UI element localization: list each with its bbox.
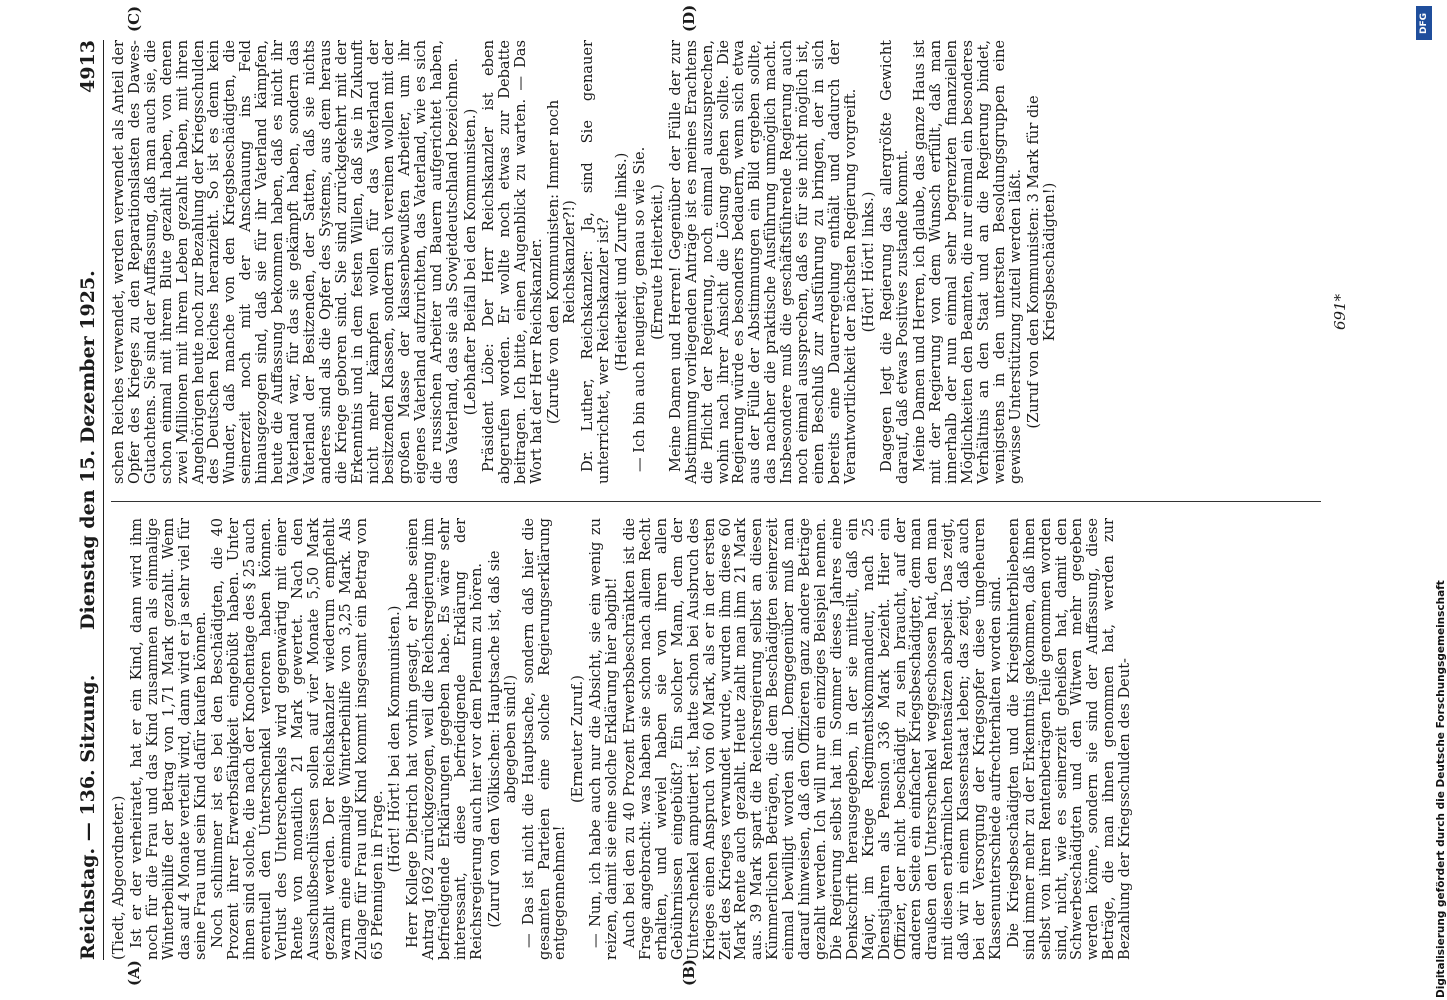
paragraph: Meine Damen und Herren! Gegenüber der Fülle der zur Abstimmung vorliegenden Anträge ist es meines Erachtens die Pflicht der Regierung, noch einmal auszusprechen, wohin nach ihrer Ansicht die Lösung gehen sollte. Die Regierung würde es besonders bedauern, wenn sich etwa aus der Fülle der Abstimmungen ein Bild ergeben sollte, das nachher die praktische Ausführung unmöglich macht. Insbesondere muß die geschäftsführende Regierung auch noch einmal aussprechen, daß es für sie nicht möglich ist, einen Beschluß zur Ausführung zu bringen, der in sich bereits eine Dauerregelung enthält und dadurch der Verantwortlichkeit der nächsten Regierung vorgreift. — [666, 40, 859, 484]
interjection: (Erneute Heiterkeit.) — [648, 184, 666, 340]
paragraph: — Das ist nicht die Hauptsache, sondern daß hier die gesamten Parteien eine solche Regierungserklärung entgegennehmen! — [519, 518, 569, 960]
paragraph: Auch bei den zu 40 Prozent Erwerbsbeschränkten ist die Frage angebracht: was haben sie schon nach allem Recht erhalten, und wieviel haben sie von ihren allen Gebührnissen eingebüßt? Ein solcher Mann, dem der Unterschenkel amputiert ist, hatte schon bei Ausbruch des Krieges einen Anspruch von 60 Mark, als er in der ersten Zeit des Krieges verwundet wurde, wurden ihm diese 60 Mark Rente auch gezahlt. Heute zahlt man ihm 21 Mark aus. 39 Mark spart die Reichsregierung selbst an diesen Kümmerlichen Beträgen, die dem Beschädigten seinerzeit einmal bewilligt worden sind. Demgegenüber muß man darauf hinweisen, daß den Offizieren ganz andere Beträge gezahlt werden. Ich will nur ein einziges Beispiel nennen. Die Regierung selbst hat im Sommer dieses Jahres eine Denkschrift herausgegeben, in der sie mitteilt, daß ein Major, im Kriege Regimentskommandeur, nach 25 Dienstjahren als Pension 336 Mark bezieht. Hier ein Offizier, der nicht beschädigt zu sein braucht, auf der anderen Seite ein einfacher Kriegsbeschädigter, dem man draußen den Unterschenkel weggeschossen hat, den man mit diesen erbärmlichen Rentensätzen abspeist. Das zeigt, daß wir in einem Klassenstaat leben; das zeigt, daß auch bei der Versorgung der Kriegsopfer diese ungeheuren Klassenunterschiede aufrechterhalten worden sind. — [621, 518, 1004, 960]
interjection: (Hört! Hört! bei den Kommunisten.) — [386, 605, 404, 873]
margin-marker-c: (C) — [125, 5, 143, 32]
page-header — [75, 40, 104, 960]
column-divider — [111, 501, 1321, 502]
interjection: (Lebhafter Beifall bei den Kommunisten.) — [461, 108, 479, 416]
paragraph: Dagegen legt die Regierung das allergrößte Gewicht darauf, daß etwas Positives zustande kommt. — [877, 40, 911, 484]
interjection: (Zuruf von den Völkischen: Hauptsache ist, daß sie abgegeben sind!) — [485, 550, 519, 928]
speaker-paragraph: Präsident Löbe: Der Herr Reichskanzler ist eben abgerufen worden. Er wollte noch etwas zur Debatte beitragen. Ich bitte, einen Augenblick zu warten. — Das Wort hat der Herr Reichskanzler. — [479, 40, 545, 484]
paragraph: Die Kriegsbeschädigten und die Kriegshinterbliebenen sind immer mehr zu der Erkenntnis gekommen, daß ihnen selbst von ihren Rentenbeträgen Teile genommen worden sind, nicht, wie es seinerzeit geheißen hat, damit den Schwerbeschädigten und den Witwen mehr gegeben werden könne, sondern sie sind der Auffassung, diese Beträge, die man ihnen genommen hat, werden zur Bezahlung der Kriegsschulden des Deut- — [1004, 518, 1134, 960]
dfg-credit: Digitalisierung gefördert durch die Deutsche Forschungsgemeinschaft — [1435, 580, 1447, 998]
right-column — [111, 40, 1321, 484]
interjection: (Hört! Hört! links.) — [859, 191, 877, 333]
paragraph: — Nun, ich habe auch nur die Absicht, sie ein wenig zu reizen, damit sie eine solche Erklärung hier abgibt! — [587, 518, 621, 960]
margin-marker-a: (A) — [125, 960, 143, 986]
speaker-continuation: (Tiedt, Abgeordneter.) — [110, 795, 127, 960]
dfg-logo: DFG — [1416, 6, 1432, 40]
header-page-number: 4913 — [77, 40, 99, 93]
margin-marker-d: (D) — [680, 4, 698, 32]
paragraph: Herr Kollege Dietrich hat vorhin gesagt, er habe seinen Antrag 1692 zurückgezogen, weil die Reichsregierung ihm befriedigende Erklärungen gegeben habe. Es wäre sehr interessant, diese befriedigende Erklärung der Reichsregierung auch hier vor dem Plenum zu hören. — [404, 518, 485, 960]
interjection: (Erneuter Zuruf.) — [569, 675, 587, 804]
left-column — [111, 518, 1321, 960]
interjection: (Zuruf von den Kommunisten: 3 Mark für die Kriegsbeschädigten!) — [1024, 95, 1058, 429]
header-date: Dienstag den 15. Dezember 1925. — [77, 270, 99, 630]
interjection: (Heiterkeit und Zurufe links.) — [613, 152, 631, 372]
paragraph: Meine Damen und Herren, ich glaube, das ganze Haus ist mit der Regierung von dem Wunsch erfüllt, daß man innerhalb der nun einmal sehr begrenzten finanziellen Möglichkeiten den Beamten, die nur einmal ein besonderes Verhältnis an den Staat und an die Regierung bindet, wenigstens in den untersten Besoldungsgruppen eine gewisse Unterstützung zuteil werden läßt. — [911, 40, 1024, 484]
speaker-paragraph: Dr. Luther, Reichskanzler: Ja, sind Sie genauer unterrichtet, wer Reichskanzler ist? — [579, 40, 613, 484]
rotated-page — [75, 4, 1375, 986]
paragraph: schen Reiches verwendet, werden verwendet als Anteil der Opfer des Krieges zu den Reparationslasten des Dawes-Gutachtens. Sie sind der Auffassung, daß man auch sie, die schon einmal mit ihrem Blute gezahlt haben, von denen zwei Millionen mit ihrem Leben gezahlt haben, mit ihren Angehörigen heute noch zur Bezahlung der Kriegsschulden des Deutschen Reiches heranzieht. So ist es denn kein Wunder, daß manche von den Kriegsbeschädigten, die seinerzeit noch mit der Anschauung ins Feld hinausgezogen sind, daß sie für ihr Vaterland kämpfen, heute die Auffassung bekommen haben, daß es nicht ihr Vaterland war, für das sie gekämpft haben, sondern das Vaterland der Besitzenden, der Satten, daß sie nichts anderes sind als die Opfer des Systems, aus dem heraus die Kriege geboren sind. Sie sind zurückgekehrt mit der Erkenntnis und in dem festen Willen, daß sie in Zukunft nicht mehr kämpfen wollen für das Vaterland der besitzenden Klassen, sondern sich vereinen wollen mit der großen Masse der klassenbewußten Arbeiter, um ihr eigenes Vaterland aufzurichten, das Vaterland, wie es sich die russischen Arbeiter und Bauern aufgerichtet haben, das Vaterland, das sie als Sowjetdeutschland bezeichnen. — [110, 40, 462, 484]
sheet-number: 691* — [1331, 293, 1349, 330]
header-session: Reichstag. — 136. Sitzung. — [77, 674, 99, 960]
paragraph: — Ich bin auch neugierig, genau so wie Sie. — [631, 146, 648, 472]
paragraph: Ist er der verheiratet, hat er ein Kind, dann wird ihm noch für die Frau und das Kind zusammen als einmalige Winterbeihilfe der Betrag von 1,71 Mark gezahlt. Wenn das auf 4 Monate verteilt wird, dann wird er ja sehr viel für seine Frau und sein Kind dafür kaufen können. — [127, 518, 209, 960]
dfg-sidebar — [1408, 0, 1447, 1000]
margin-marker-b: (B) — [680, 959, 698, 986]
paragraph: Noch schlimmer ist es bei den Beschädigten, die 40 Prozent ihrer Erwerbsfähigkeit eingebüßt haben. Unter ihnen sind solche, die nach der Knochentage des § 25 auch eventuell den Unterschenkel verloren haben können. Verlust des Unterschenkels wird gegenwärtig mit einer Rente von monatlich 21 Mark gewertet. Nach den Ausschußbeschlüssen sollen auf vier Monate 5,50 Mark gezahlt werden. Der Reichskanzler wiederum empfiehlt warm eine einmalige Winterbeihilfe von 3,25 Mark. Als Zulage für Frau und Kind kommt insgesamt ein Betrag von 65 Pfennigen in Frage. — [209, 518, 386, 960]
interjection: (Zurufe von den Kommunisten: Immer noch Reichskanzler?!) — [545, 99, 579, 425]
